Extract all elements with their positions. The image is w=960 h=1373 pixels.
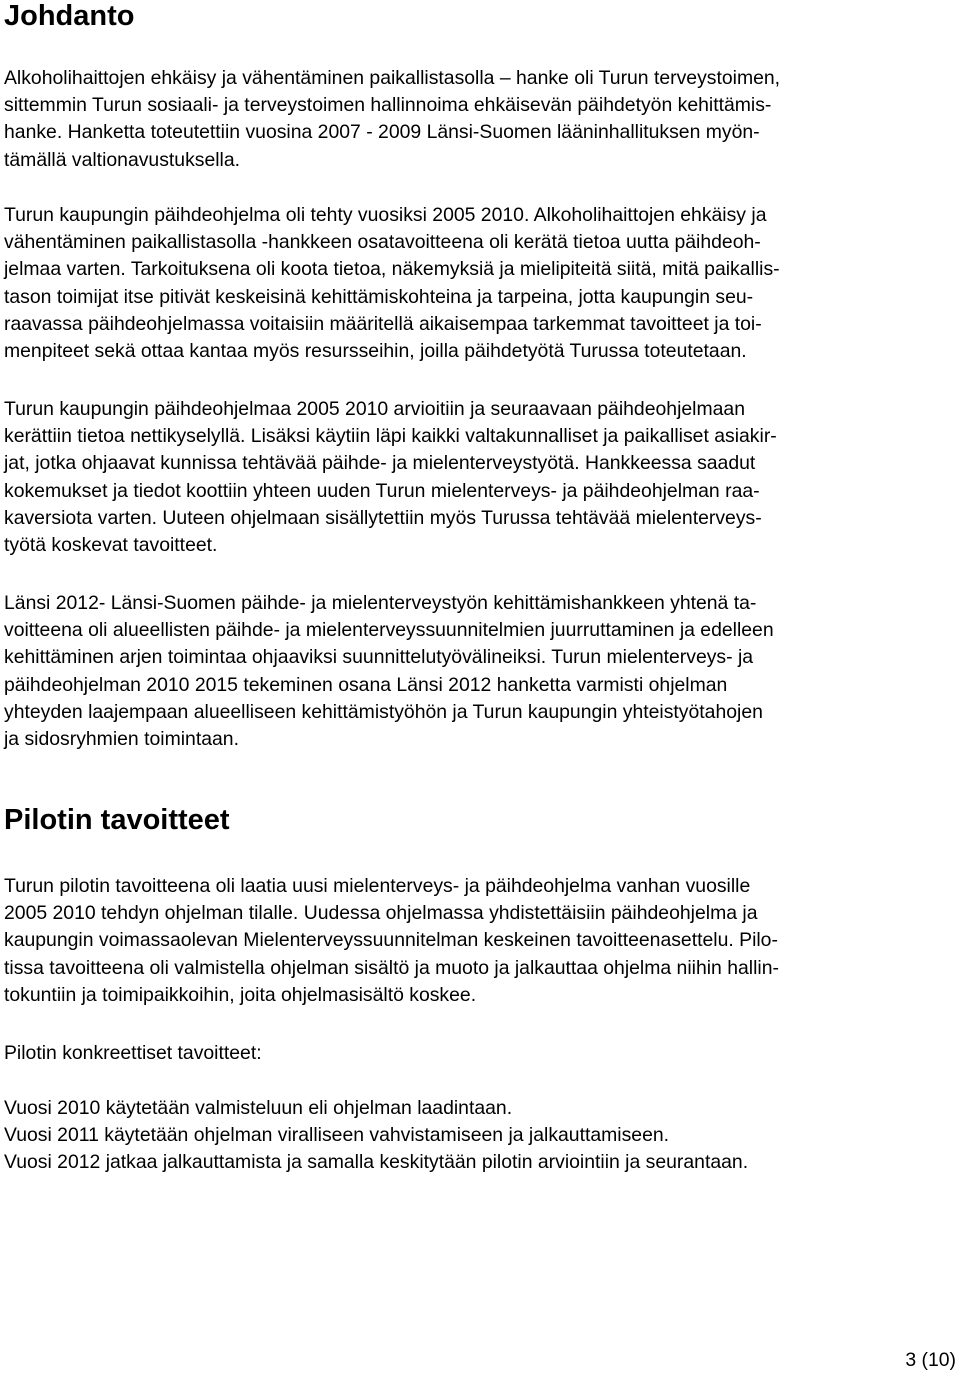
- heading-johdanto: Johdanto: [4, 0, 135, 32]
- text-line: raavassa päihdeohjelmassa voitaisiin määritellä aikaisempaa tarkemmat tavoitteet ja toi-: [4, 313, 762, 335]
- text-line: Pilotin konkreettiset tavoitteet:: [4, 1042, 262, 1064]
- text-line: kaupungin voimassaolevan Mielenterveyssuunnitelman keskeinen tavoitteenasettelu. Pilo-: [4, 929, 778, 951]
- text-line: kehittäminen arjen toimintaa ohjaaviksi suunnittelutyövälineiksi. Turun mielenterveys- ja: [4, 646, 754, 668]
- text-line: jelmaa varten. Tarkoituksena oli koota tietoa, näkemyksiä ja mielipiteitä siitä, mitä paikallis-: [4, 258, 780, 280]
- text-line: Turun kaupungin päihdeohjelma oli tehty vuosiksi 2005 2010. Alkoholihaittojen ehkäisy ja: [4, 204, 767, 226]
- text-line: Turun kaupungin päihdeohjelmaa 2005 2010 arvioitiin ja seuraavaan päihdeohjelmaan: [4, 398, 745, 420]
- text-line: vähentäminen paikallistasolla -hankkeen osatavoitteena oli kerätä tietoa uutta päihdeoh-: [4, 231, 761, 253]
- text-line: kerättiin tietoa nettikyselyllä. Lisäksi käytiin läpi kaikki valtakunnalliset ja paikalliset asiakir-: [4, 425, 777, 447]
- text-line: kaversiota varten. Uuteen ohjelmaan sisällytettiin myös Turussa tehtävää mielenterveys-: [4, 507, 762, 529]
- page-number: 3 (10): [905, 1349, 956, 1371]
- text-line: Turun pilotin tavoitteena oli laatia uusi mielenterveys- ja päihdeohjelma vanhan vuosille: [4, 875, 751, 897]
- text-line: hanke. Hanketta toteutettiin vuosina 2007 - 2009 Länsi-Suomen lääninhallituksen myön-: [4, 121, 760, 143]
- heading-pilotin-tavoitteet: Pilotin tavoitteet: [4, 804, 230, 836]
- text-line: Vuosi 2012 jatkaa jalkauttamista ja samalla keskitytään pilotin arviointiin ja seurantaan.: [4, 1151, 749, 1173]
- text-line: sittemmin Turun sosiaali- ja terveystoimen hallinnoima ehkäisevän päihdetyön kehittämis-: [4, 94, 772, 116]
- text-line: 2005 2010 tehdyn ohjelman tilalle. Uudessa ohjelmassa yhdistettäisiin päihdeohjelma ja: [4, 902, 758, 924]
- text-line: ja sidosryhmien toimintaan.: [4, 728, 239, 750]
- text-line: menpiteet sekä ottaa kantaa myös resursseihin, joilla päihdetyötä Turussa toteutetaan.: [4, 340, 747, 362]
- text-line: yhteyden laajempaan alueelliseen kehittämistyöhön ja Turun kaupungin yhteistyötahojen: [4, 701, 763, 723]
- text-line: tissa tavoitteena oli valmistella ohjelman sisältö ja muoto ja jalkauttaa ohjelma niihin hallin-: [4, 957, 779, 979]
- text-line: voitteena oli alueellisten päihde- ja mielenterveyssuunnitelmien juurruttaminen ja edelleen: [4, 619, 774, 641]
- text-line: kokemukset ja tiedot koottiin yhteen uuden Turun mielenterveys- ja päihdeohjelman raa-: [4, 480, 760, 502]
- text-line: työtä koskevat tavoitteet.: [4, 534, 218, 556]
- text-line: jat, jotka ohjaavat kunnissa tehtävää päihde- ja mielenterveystyötä. Hankkeessa saadut: [4, 452, 756, 474]
- text-line: Vuosi 2011 käytetään ohjelman viralliseen vahvistamiseen ja jalkauttamiseen.: [4, 1124, 670, 1146]
- text-line: tämällä valtionavustuksella.: [4, 149, 241, 171]
- text-line: Länsi 2012- Länsi-Suomen päihde- ja mielenterveystyön kehittämishankkeen yhtenä ta-: [4, 592, 757, 614]
- text-line: päihdeohjelman 2010 2015 tekeminen osana Länsi 2012 hanketta varmisti ohjelman: [4, 674, 728, 696]
- text-line: Vuosi 2010 käytetään valmisteluun eli ohjelman laadintaan.: [4, 1097, 513, 1119]
- text-line: Alkoholihaittojen ehkäisy ja vähentäminen paikallistasolla – hanke oli Turun terveystoimen,: [4, 67, 781, 89]
- text-line: tason toimijat itse pitivät keskeisinä kehittämiskohteina ja tarpeina, jotta kaupungin seu-: [4, 286, 754, 308]
- text-line: tokuntiin ja toimipaikkoihin, joita ohjelmasisältö koskee.: [4, 984, 477, 1006]
